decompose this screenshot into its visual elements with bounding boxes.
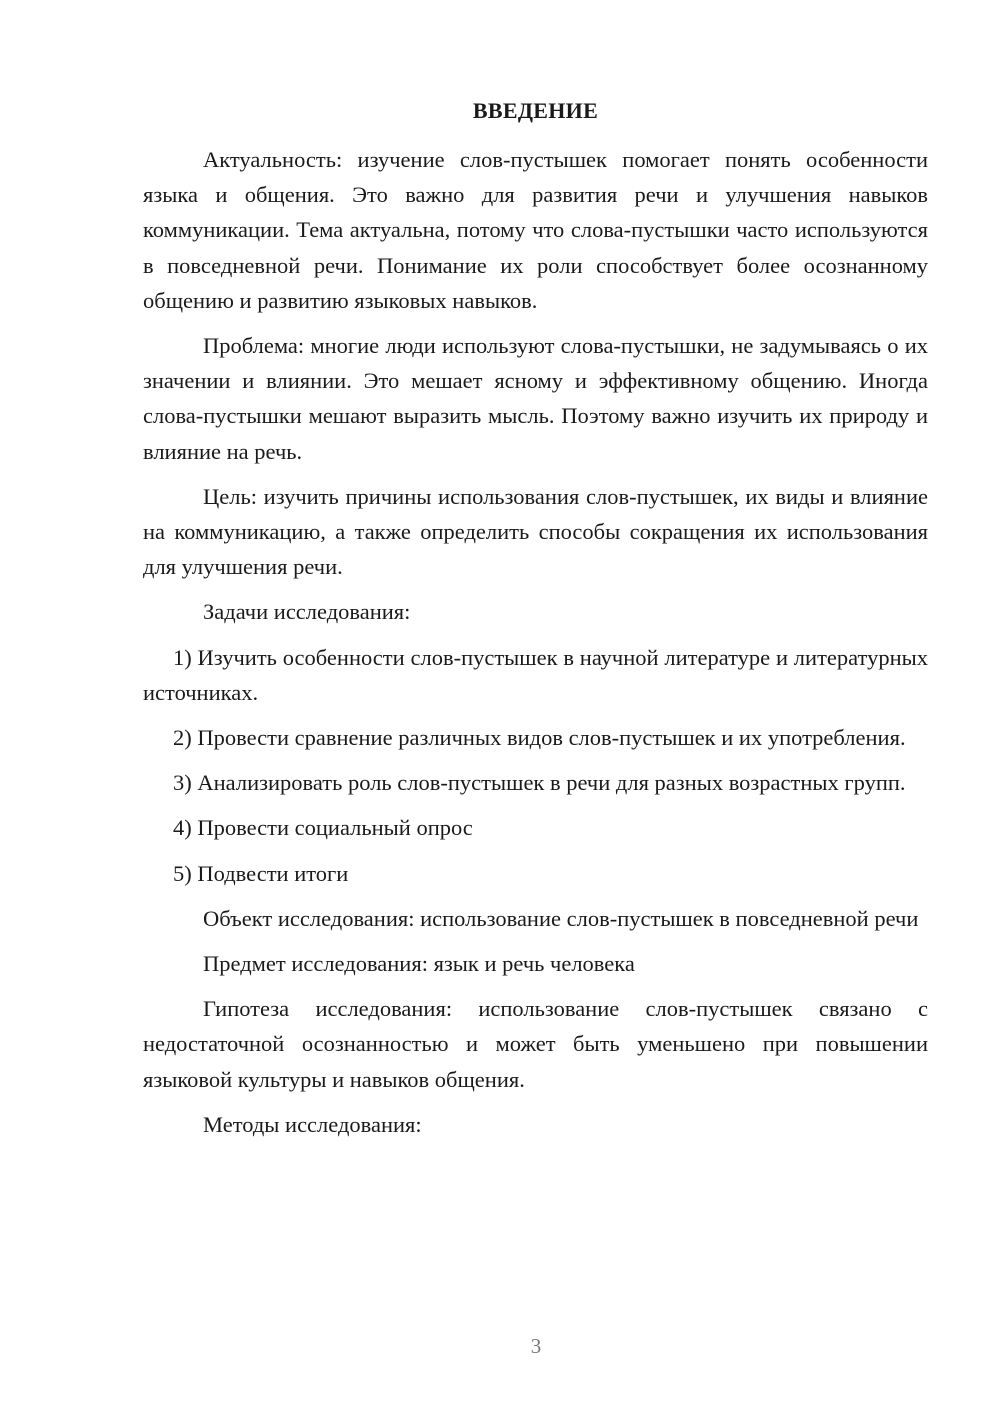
page-number: 3	[530, 1334, 542, 1358]
problem-paragraph: Проблема: многие люди используют слова-пустышки, не задумываясь о их значении и влиянии. Это мешает ясному и эффективному общению. Иногда слова-пустышки мешают выразить мысль. Поэтому важно изучить их природу и влияние на речь.	[143, 333, 928, 464]
methods-heading: Методы исследования:	[203, 1111, 422, 1137]
page-title: ВВЕДЕНИЕ	[472, 98, 599, 123]
task-item-5: 5) Подвести итоги	[173, 860, 349, 886]
relevance-paragraph: Актуальность: изучение слов-пустышек помогает понять особенности языка и общения. Это важно для развития речи и улучшения навыков коммуникации. Тема актуальна, потому что слова-пустышки часто используются в повседневной речи. Понимание их роли способствует более осознанному общению и развитию языковых навыков.	[143, 147, 928, 313]
task-item-2: 2) Провести сравнение различных видов слов-пустышек и их употребления.	[173, 725, 906, 751]
tasks-heading: Задачи исследования:	[203, 599, 411, 625]
object-paragraph: Объект исследования: использование слов-пустышек в повседневной речи	[203, 905, 919, 931]
hypothesis-paragraph: Гипотеза исследования: использование слов-пустышек связано с недостаточной осознанностью и может быть уменьшено при повышении языковой культуры и навыков общения.	[143, 996, 928, 1092]
goal-paragraph: Цель: изучить причины использования слов-пустышек, их виды и влияние на коммуникацию, а также определить способы сокращения их использования для улучшения речи.	[143, 483, 928, 580]
task-item-1: 1) Изучить особенности слов-пустышек в научной литературе и литературных источниках.	[143, 644, 928, 705]
task-item-3: 3) Анализировать роль слов-пустышек в речи для разных возрастных групп.	[173, 770, 906, 796]
document-body	[143, 142, 928, 1142]
task-item-4: 4) Провести социальный опрос	[173, 815, 473, 841]
subject-paragraph: Предмет исследования: язык и речь человека	[203, 951, 635, 977]
